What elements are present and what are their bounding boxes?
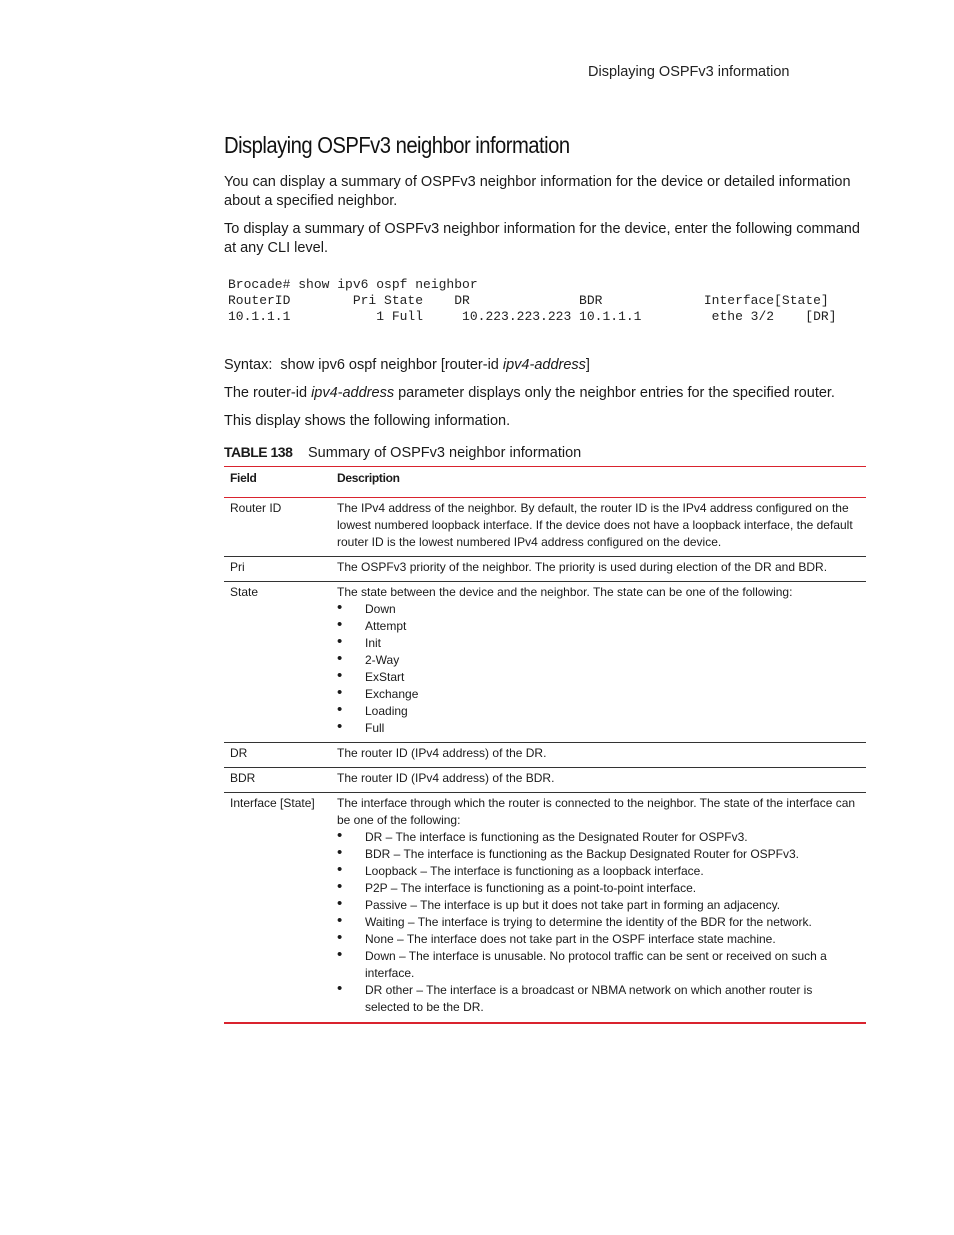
neighbor-info-table bbox=[224, 466, 866, 1024]
param-description: parameter displays only the neighbor entries for the specified router. bbox=[398, 385, 835, 401]
intro-paragraph: You can display a summary of OSPFv3 neighbor information for the device or detailed information about a specified neighbor. bbox=[224, 174, 851, 209]
table-number: TABLE 138 bbox=[224, 444, 293, 460]
description-cell bbox=[331, 793, 866, 1024]
bullet-item: • None – The interface does not take part in the OSPF interface state machine. bbox=[337, 931, 860, 948]
bullet-item: • DR other – The interface is a broadcast or NBMA network on which another router is selected to be the DR. bbox=[337, 982, 860, 1016]
display-paragraph: This display shows the following information. bbox=[224, 413, 511, 429]
description-cell bbox=[331, 768, 866, 793]
bullet-item: • BDR – The interface is functioning as the Backup Designated Router for OSPFv3. bbox=[337, 846, 860, 863]
table-row bbox=[224, 743, 866, 768]
bullet-item: • 2-Way bbox=[337, 652, 860, 669]
table-row bbox=[224, 768, 866, 793]
field-cell: Router ID bbox=[224, 498, 331, 557]
table-row bbox=[224, 498, 866, 557]
bullet-item: • Exchange bbox=[337, 686, 860, 703]
instruction-paragraph: To display a summary of OSPFv3 neighbor information for the device, enter the following command at any CLI level. bbox=[224, 221, 860, 256]
bullet-item: • Down – The interface is unusable. No protocol traffic can be sent or received on such a interface. bbox=[337, 948, 860, 982]
table-row bbox=[224, 582, 866, 743]
bullet-item: • Loopback – The interface is functioning as a loopback interface. bbox=[337, 863, 860, 880]
bullet-item: • Full bbox=[337, 720, 860, 737]
description-cell bbox=[331, 557, 866, 582]
bullet-item: • DR – The interface is functioning as the Designated Router for OSPFv3. bbox=[337, 829, 860, 846]
table-caption bbox=[224, 444, 866, 461]
description-text: The router ID (IPv4 address) of the BDR. bbox=[337, 771, 555, 785]
description-text: The state between the device and the neighbor. The state can be one of the following: bbox=[337, 585, 793, 599]
bullet-item: • Waiting – The interface is trying to determine the identity of the BDR for the network. bbox=[337, 914, 860, 931]
description-cell bbox=[331, 498, 866, 557]
header-field: Field bbox=[224, 467, 331, 498]
field-cell: State bbox=[224, 582, 331, 743]
description-cell bbox=[331, 582, 866, 743]
cli-output: Brocade# show ipv6 ospf neighbor RouterID Pri State DR BDR Interface[State] 10.1.1.1 1 Full 10.223.223.223 10.1.1.1 ethe 3/2 [DR] bbox=[228, 277, 837, 324]
table-row bbox=[224, 793, 866, 1024]
description-text: The IPv4 address of the neighbor. By default, the router ID is the IPv4 address configured on the lowest numbered loopback interface. If the device does not have a loopback interface, the default router ID is the lowest numbered IPv4 address configured on the device. bbox=[337, 501, 853, 549]
syntax-parameter: ipv4-address bbox=[502, 357, 586, 373]
running-header: Displaying OSPFv3 information bbox=[588, 64, 790, 80]
description-cell bbox=[331, 743, 866, 768]
syntax-line bbox=[224, 357, 590, 373]
description-text: The router ID (IPv4 address) of the DR. bbox=[337, 746, 547, 760]
field-cell: BDR bbox=[224, 768, 331, 793]
table-body bbox=[224, 498, 866, 1024]
bullet-item: • Down bbox=[337, 601, 860, 618]
header-description: Description bbox=[331, 467, 866, 498]
bullet-item: • ExStart bbox=[337, 669, 860, 686]
field-cell: DR bbox=[224, 743, 331, 768]
description-text: The OSPFv3 priority of the neighbor. The priority is used during election of the DR and BDR. bbox=[337, 560, 828, 574]
param-variable: ipv4-address bbox=[311, 385, 395, 401]
table-row bbox=[224, 557, 866, 582]
syntax-command: show ipv6 ospf neighbor [router-id bbox=[280, 357, 499, 373]
bullet-item: • Attempt bbox=[337, 618, 860, 635]
parameter-paragraph bbox=[224, 384, 870, 403]
description-text: The interface through which the router is connected to the neighbor. The state of the interface can be one of the following: bbox=[337, 796, 856, 827]
syntax-close: ] bbox=[585, 357, 590, 373]
bullet-item: • Loading bbox=[337, 703, 860, 720]
bullet-item: • Init bbox=[337, 635, 860, 652]
param-prefix: The bbox=[224, 385, 249, 401]
bullet-list bbox=[337, 829, 860, 1016]
bullet-item: • Passive – The interface is up but it does not take part in forming an adjacency. bbox=[337, 897, 860, 914]
param-keyword: router-id bbox=[253, 385, 308, 401]
table-header-row bbox=[224, 467, 866, 498]
bullet-item: • P2P – The interface is functioning as a point-to-point interface. bbox=[337, 880, 860, 897]
field-cell: Interface [State] bbox=[224, 793, 331, 1024]
syntax-label: Syntax: bbox=[224, 357, 273, 373]
table-title: Summary of OSPFv3 neighbor information bbox=[308, 445, 582, 461]
bullet-list bbox=[337, 601, 860, 737]
section-title: Displaying OSPFv3 neighbor information bbox=[224, 132, 570, 158]
field-cell: Pri bbox=[224, 557, 331, 582]
